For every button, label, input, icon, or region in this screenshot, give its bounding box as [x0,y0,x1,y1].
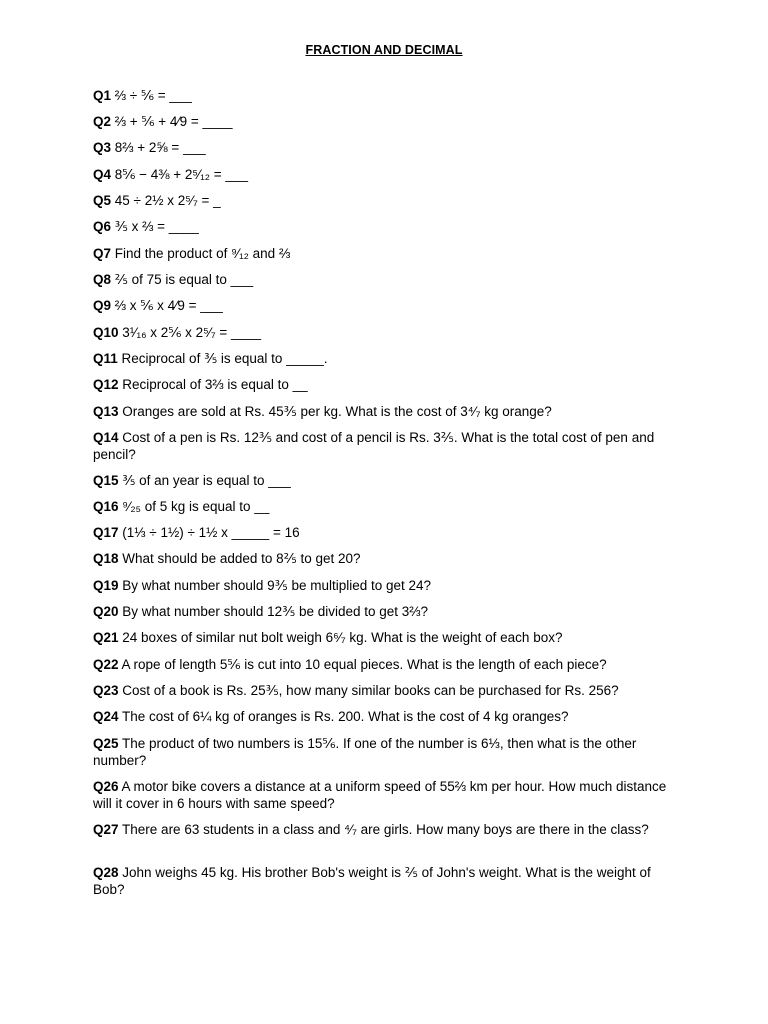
question-text: ⅔ + ⅚ + 4⁄9 = ____ [111,114,233,129]
question-20 [93,603,673,620]
question-number: Q21 [93,630,119,645]
question-10 [93,324,673,341]
question-text: By what number should 12⅗ be divided to get 3⅔? [118,604,429,619]
question-text: 8⅚ − 4⅜ + 2⁵⁄₁₂ = ___ [111,167,248,182]
question-6 [93,218,673,235]
question-text: ⅖ of 75 is equal to ___ [111,272,254,287]
question-5 [93,192,673,209]
question-9 [93,297,673,314]
question-text: John weighs 45 kg. His brother Bob's weight is ⅖ of John's weight. What is the weight of Bob? [93,865,651,897]
question-text: Reciprocal of ⅗ is equal to _____. [117,351,328,366]
question-number: Q20 [93,604,119,619]
question-number: Q16 [93,499,119,514]
question-number: Q10 [93,325,119,340]
question-26 [93,778,673,812]
question-17 [93,524,673,541]
question-text: A motor bike covers a distance at a uniform speed of 55⅔ km per hour. How much distance will it cover in 6 hours with same speed? [93,779,667,811]
question-text: The cost of 6¼ kg of oranges is Rs. 200. What is the cost of 4 kg oranges? [118,709,569,724]
question-number: Q4 [93,167,112,182]
question-24 [93,708,673,725]
question-text: 3¹⁄₁₆ x 2⅚ x 2⁵⁄₇ = ____ [118,325,262,340]
page-title: FRACTION AND DECIMAL [305,43,463,57]
question-text: 8⅔ + 2⅝ = ___ [111,140,206,155]
question-text: Cost of a book is Rs. 25⅗, how many similar books can be purchased for Rs. 256? [118,683,619,698]
question-number: Q12 [93,377,119,392]
question-number: Q3 [93,140,112,155]
question-text: Find the product of ⁹⁄₁₂ and ⅔ [111,246,291,261]
question-25 [93,735,673,769]
question-text: What should be added to 8⅖ to get 20? [118,551,361,566]
question-16 [93,498,673,515]
question-text: (1⅓ ÷ 1½) ÷ 1½ x _____ = 16 [118,525,300,540]
question-text: ⅔ ÷ ⅚ = ___ [111,88,192,103]
question-number: Q26 [93,779,119,794]
question-11 [93,350,673,367]
question-text: By what number should 9⅗ be multiplied to get 24? [118,578,432,593]
question-7 [93,245,673,262]
question-19 [93,577,673,594]
question-text: There are 63 students in a class and ⁴⁄₇ are girls. How many boys are there in the class? [118,822,649,837]
question-number: Q9 [93,298,112,313]
question-21 [93,629,673,646]
question-14 [93,429,673,463]
question-number: Q24 [93,709,119,724]
question-text: Cost of a pen is Rs. 12⅗ and cost of a pencil is Rs. 3⅖. What is the total cost of pen and pencil? [93,430,655,462]
question-number: Q6 [93,219,112,234]
question-2 [93,113,673,130]
question-18 [93,550,673,567]
question-text: A rope of length 5⅚ is cut into 10 equal pieces. What is the length of each piece? [118,657,607,672]
question-text: ⅔ x ⅚ x 4⁄9 = ___ [111,298,223,313]
question-number: Q14 [93,430,119,445]
question-number: Q1 [93,88,112,103]
question-22 [93,656,673,673]
question-15 [93,472,673,489]
question-text: 45 ÷ 2½ x 2⁵⁄₇ = _ [111,193,221,208]
question-number: Q19 [93,578,119,593]
question-1 [93,87,673,104]
question-23 [93,682,673,699]
question-number: Q28 [93,865,119,880]
question-text: ⅗ of an year is equal to ___ [118,473,291,488]
question-text: ⅗ x ⅔ = ____ [111,219,199,234]
question-13 [93,403,673,420]
question-number: Q25 [93,736,119,751]
question-8 [93,271,673,288]
question-12 [93,376,673,393]
question-number: Q8 [93,272,112,287]
question-number: Q2 [93,114,112,129]
question-text: Reciprocal of 3⅔ is equal to __ [118,377,308,392]
question-number: Q5 [93,193,112,208]
question-number: Q17 [93,525,119,540]
question-28 [93,864,673,898]
question-text: 24 boxes of similar nut bolt weigh 6⁶⁄₇ kg. What is the weight of each box? [118,630,563,645]
question-number: Q23 [93,683,119,698]
question-4 [93,166,673,183]
question-3 [93,139,673,156]
question-number: Q11 [93,351,118,366]
question-text: ⁹⁄₂₅ of 5 kg is equal to __ [118,499,270,514]
question-27 [93,821,673,838]
question-number: Q27 [93,822,119,837]
question-number: Q18 [93,551,119,566]
question-text: Oranges are sold at Rs. 45⅗ per kg. What is the cost of 3⁴⁄₇ kg orange? [118,404,552,419]
question-text: The product of two numbers is 15⅚. If one of the number is 6⅓, then what is the other number? [93,736,637,768]
question-number: Q22 [93,657,119,672]
question-number: Q15 [93,473,119,488]
question-number: Q7 [93,246,112,261]
question-number: Q13 [93,404,119,419]
